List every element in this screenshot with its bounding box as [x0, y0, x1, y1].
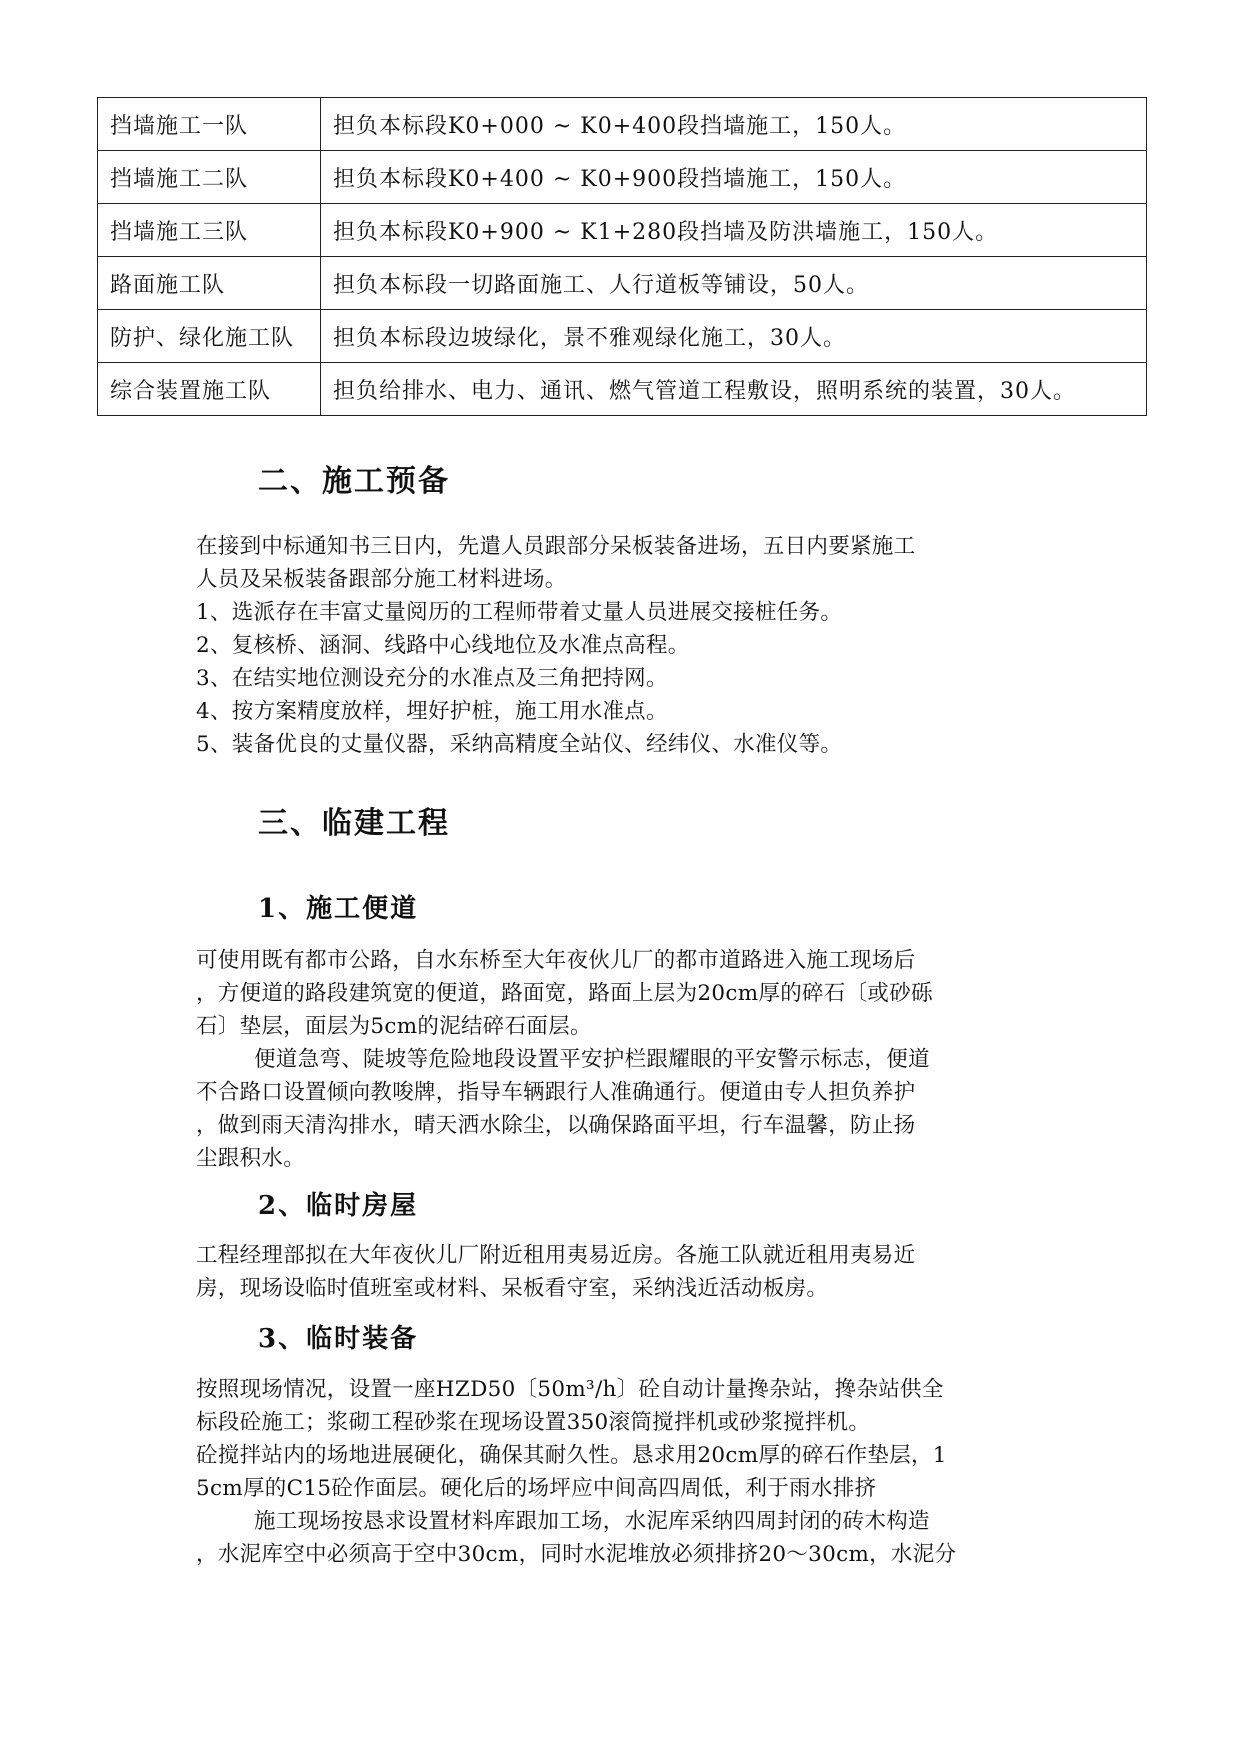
list-item: 2、复核桥、涵洞、线路中心线地位及水准点高程。 — [196, 633, 690, 658]
text-line: 人员及呆板装备跟部分施工材料进场。 — [196, 567, 567, 592]
list-item: 5、装备优良的丈量仪器，采纳高精度全站仪、经纬仪、水准仪等。 — [196, 732, 843, 757]
team-name-cell: 挡墙施工二队 — [98, 151, 321, 204]
team-name-cell: 综合装置施工队 — [98, 363, 321, 416]
section-heading-temporary-works: 三、临建工程 — [258, 806, 450, 841]
temporary-equipment-body — [196, 1373, 1048, 1571]
team-duty-cell: 担负本标段边坡绿化，景不雅观绿化施工，30人。 — [321, 310, 1147, 363]
text-line: 在接到中标通知书三日内，先遣人员跟部分呆板装备进场，五日内要紧施工 — [196, 534, 916, 559]
text-line: 尘跟积水。 — [196, 1146, 306, 1171]
subheading-temporary-housing: 2、临时房屋 — [258, 1191, 419, 1221]
table-row — [98, 151, 1147, 204]
subheading-access-road: 1、施工便道 — [258, 894, 419, 924]
team-name-cell: 挡墙施工一队 — [98, 98, 321, 151]
team-duty-cell: 担负本标段一切路面施工、人行道板等铺设，50人。 — [321, 257, 1147, 310]
text-line: 工程经理部拟在大年夜伙儿厂附近租用夷易近房。各施工队就近租用夷易近 — [196, 1243, 916, 1268]
text-line: 石〕垫层，面层为5cm的泥结碎石面层。 — [196, 1014, 592, 1039]
table-row — [98, 363, 1147, 416]
text-line: ，做到雨天清沟排水，晴天洒水除尘，以确保路面平坦，行车温馨，防止扬 — [196, 1113, 916, 1138]
team-name-cell: 挡墙施工三队 — [98, 204, 321, 257]
list-item: 1、选派存在丰富丈量阅历的工程师带着丈量人员进展交接桩任务。 — [196, 600, 843, 625]
preparation-body — [196, 530, 1048, 761]
text-line: 5cm厚的C15砼作面层。硬化后的场坪应中间高四周低，利于雨水排挤 — [196, 1476, 877, 1501]
subheading-temporary-equipment: 3、临时装备 — [258, 1324, 419, 1354]
text-line: ，水泥库空中必须高于空中30cm，同时水泥堆放必须排挤20～30cm，水泥分 — [196, 1542, 957, 1567]
team-duty-cell: 担负给排水、电力、通讯、燃气管道工程敷设，照明系统的装置，30人。 — [321, 363, 1147, 416]
construction-team-table — [97, 97, 1147, 416]
access-road-body — [196, 944, 1048, 1175]
team-duty-cell: 担负本标段K0+900 ~ K1+280段挡墙及防洪墙施工，150人。 — [321, 204, 1147, 257]
text-line: 房，现场设临时值班室或材料、呆板看守室，采纳浅近活动板房。 — [196, 1276, 829, 1301]
table-row — [98, 257, 1147, 310]
table-row — [98, 204, 1147, 257]
table-row — [98, 310, 1147, 363]
table-row — [98, 98, 1147, 151]
section-heading-preparation: 二、施工预备 — [258, 464, 450, 499]
list-item: 3、在结实地位测设充分的水准点及三角把持网。 — [196, 666, 668, 691]
team-duty-cell: 担负本标段K0+400 ~ K0+900段挡墙施工，150人。 — [321, 151, 1147, 204]
team-name-cell: 路面施工队 — [98, 257, 321, 310]
text-line: 标段砼施工；浆砌工程砂浆在现场设置350滚筒搅拌机或砂浆搅拌机。 — [196, 1410, 871, 1435]
list-item: 4、按方案精度放样，埋好护桩，施工用水准点。 — [196, 699, 668, 724]
temporary-housing-body — [196, 1239, 1048, 1305]
text-line: ，方便道的路段建筑宽的便道，路面宽，路面上层为20cm厚的碎石〔或砂砾 — [196, 981, 933, 1006]
text-line: 砼搅拌站内的场地进展硬化，确保其耐久性。恳求用20cm厚的碎石作垫层，1 — [196, 1443, 947, 1468]
team-duty-cell: 担负本标段K0+000 ~ K0+400段挡墙施工，150人。 — [321, 98, 1147, 151]
text-line: 便道急弯、陡坡等危险地段设置平安护栏跟耀眼的平安警示标志，便道 — [254, 1047, 930, 1072]
text-line: 不合路口设置倾向教唆牌，指导车辆跟行人准确通行。便道由专人担负养护 — [196, 1080, 916, 1105]
text-line: 按照现场情况，设置一座HZD50〔50m³/h〕砼自动计量搀杂站，搀杂站供全 — [196, 1377, 944, 1402]
text-line: 可使用既有都市公路，自水东桥至大年夜伙儿厂的都市道路进入施工现场后 — [196, 948, 916, 973]
team-name-cell: 防护、绿化施工队 — [98, 310, 321, 363]
text-line: 施工现场按恳求设置材料库跟加工场，水泥库采纳四周封闭的砖木构造 — [254, 1509, 930, 1534]
